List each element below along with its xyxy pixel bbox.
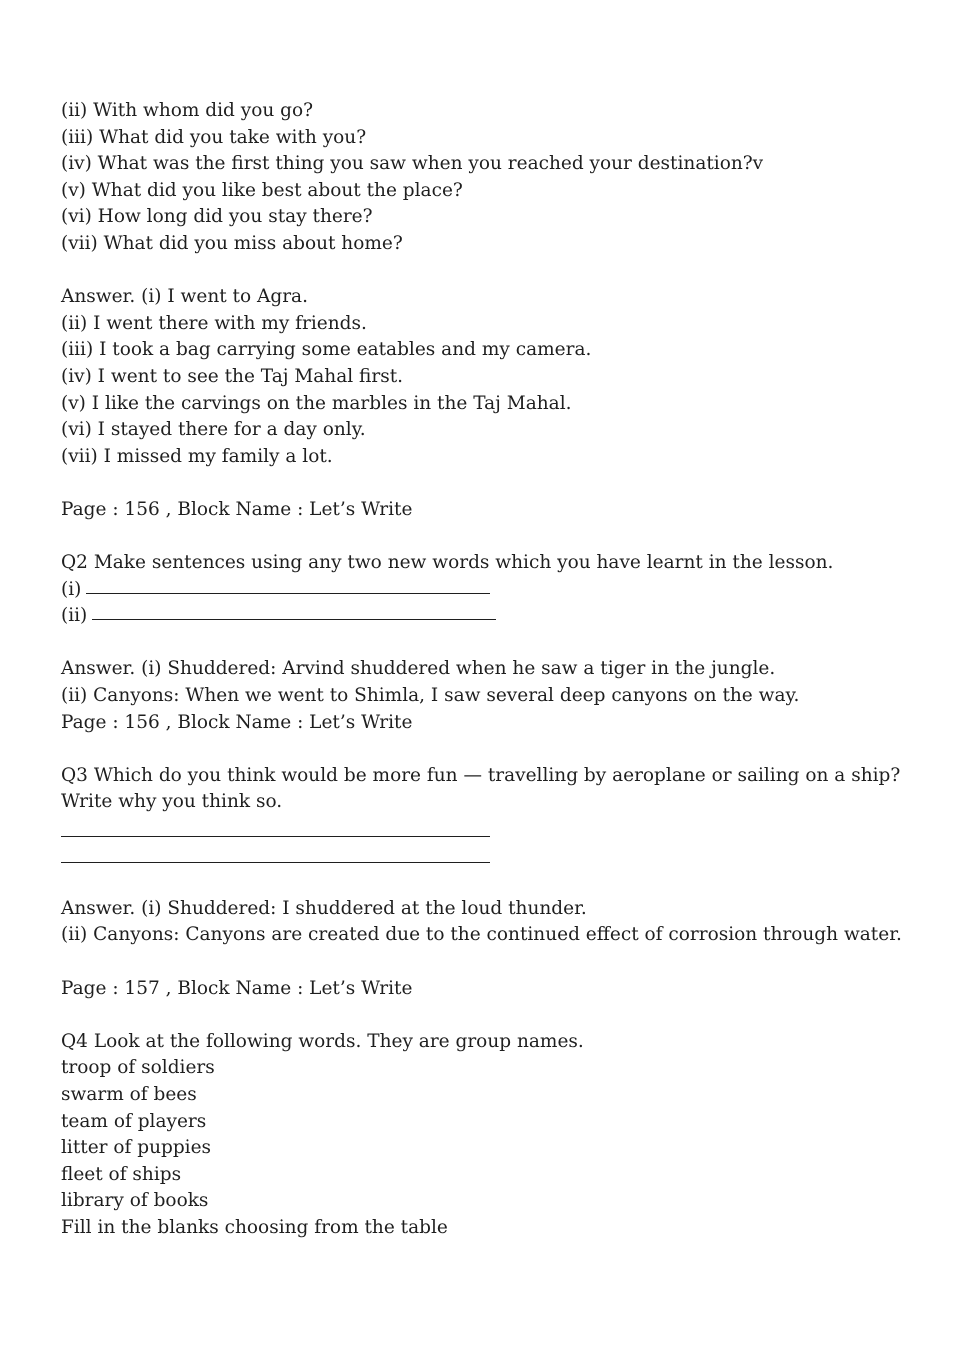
spacer: [61, 524, 901, 551]
answer-blank: [86, 593, 490, 594]
q2-blank-line-2: [61, 603, 901, 630]
answer-rule: [61, 843, 901, 870]
spacer: [61, 1002, 901, 1029]
q1-answer-item: (vi) I stayed there for a day only.: [61, 419, 366, 441]
group-name-item: troop of soldiers: [61, 1057, 215, 1079]
spacer: [61, 736, 901, 763]
q4-instruction: Fill in the blanks choosing from the table: [61, 1216, 448, 1238]
q2-answer: Answer. (i) Shuddered: Arvind shuddered when he saw a tiger in the jungle.: [61, 658, 776, 680]
q1-question-item: (v) What did you like best about the place?: [61, 179, 463, 201]
spacer: [61, 949, 901, 976]
q2-answer: (ii) Canyons: When we went to Shimla, I saw several deep canyons on the way.: [61, 685, 800, 707]
q1-answer-item: (v) I like the carvings on the marbles in the Taj Mahal.: [61, 392, 572, 414]
spacer: [61, 869, 901, 896]
q3-answer: (ii) Canyons: Canyons are created due to the continued effect of corrosion through water.: [61, 924, 902, 946]
answer-rule: [61, 816, 901, 843]
q2-question: Q2 Make sentences using any two new words which you have learnt in the lesson.: [61, 552, 834, 574]
q1-question-item: (ii) With whom did you go?: [61, 100, 314, 121]
page-reference: Page : 156 , Block Name : Let’s Write: [61, 711, 413, 733]
group-name-item: swarm of bees: [61, 1083, 197, 1105]
group-name-item: team of players: [61, 1110, 207, 1132]
q1-answer-list: [61, 284, 901, 470]
q1-answer-item: (vii) I missed my family a lot.: [61, 445, 333, 467]
document-page: [61, 98, 901, 1242]
page-reference: Page : 157 , Block Name : Let’s Write: [61, 977, 413, 999]
group-name-item: library of books: [61, 1190, 209, 1212]
blank-label: (ii): [61, 605, 88, 627]
blank-label: (i): [61, 578, 82, 600]
q3-question: Q3 Which do you think would be more fun — travelling by aeroplane or sailing on a ship? Write why you think so.: [61, 764, 901, 813]
spacer: [61, 258, 901, 285]
group-name-item: fleet of ships: [61, 1163, 182, 1185]
q1-question-item: (vi) How long did you stay there?: [61, 206, 373, 228]
q1-answer-item: (ii) I went there with my friends.: [61, 312, 367, 334]
page-reference: Page : 156 , Block Name : Let’s Write: [61, 498, 413, 520]
spacer: [61, 630, 901, 657]
q1-question-item: (iii) What did you take with you?: [61, 126, 367, 148]
q1-question-item: (vii) What did you miss about home?: [61, 232, 403, 254]
q2-blank-line-1: [61, 577, 901, 604]
spacer: [61, 470, 901, 497]
q1-answer-item: (iv) I went to see the Taj Mahal first.: [61, 365, 404, 387]
q1-question-item: (iv) What was the first thing you saw when you reached your destination?v: [61, 153, 764, 175]
q1-answer-item: (iii) I took a bag carrying some eatables and my camera.: [61, 339, 592, 361]
group-name-item: litter of puppies: [61, 1137, 212, 1159]
q4-question: Q4 Look at the following words. They are group names.: [61, 1030, 584, 1052]
group-name-list: [61, 1055, 901, 1215]
q1-answer-item: Answer. (i) I went to Agra.: [61, 286, 308, 308]
q1-question-list: [61, 98, 901, 258]
answer-blank: [92, 619, 496, 620]
q3-answer: Answer. (i) Shuddered: I shuddered at the loud thunder.: [61, 897, 587, 919]
